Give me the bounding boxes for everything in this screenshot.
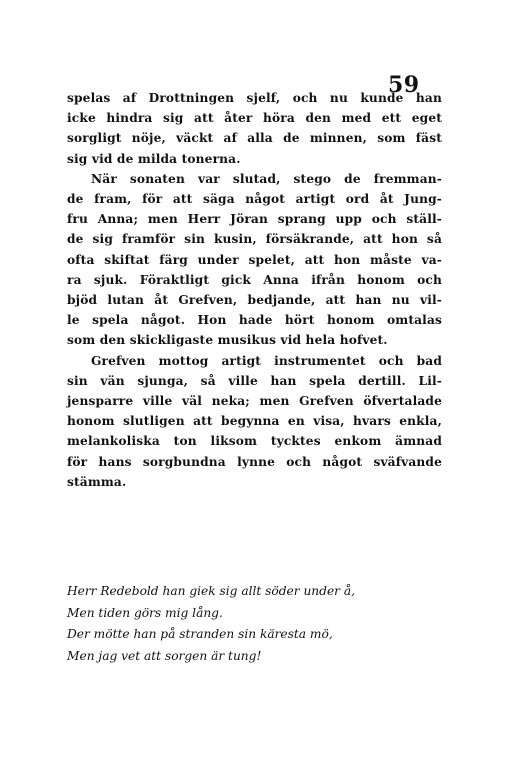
- text-line: le spela något. Hon hade hört honom omtalas: [67, 313, 442, 328]
- body-text: [67, 88, 442, 492]
- poem-line: Der mötte han på stranden sin käresta mö,: [67, 627, 333, 641]
- text-line: jensparre ville väl neka; men Grefven öfvertalade: [67, 394, 442, 409]
- text-line: stämma.: [67, 474, 127, 489]
- page-number: 59: [388, 72, 420, 98]
- poem-line: Men tiden görs mig lång.: [67, 605, 223, 620]
- paragraph-1: [67, 88, 442, 169]
- text-line: Grefven mottog artigt instrumentet och bad: [91, 353, 442, 368]
- text-line: som den skickligaste musikus vid hela hofvet.: [67, 333, 388, 348]
- text-line: icke hindra sig att åter höra den med ett eget: [67, 111, 442, 126]
- text-line: fru Anna; men Herr Jöran sprang upp och ställ-: [67, 212, 442, 227]
- text-line: ofta skiftat färg under spelet, att hon måste va-: [67, 252, 442, 267]
- text-line: spelas af Drottningen sjelf, och nu kunde han: [67, 91, 442, 105]
- text-line: bjöd lutan åt Grefven, bedjande, att han nu vil-: [67, 293, 442, 308]
- text-line: melankoliska ton liksom tycktes enkom ämnad: [67, 434, 442, 449]
- poem-verse: [67, 581, 437, 667]
- poem-line: Herr Redebold han giek sig allt söder under å,: [67, 584, 356, 598]
- text-line: honom slutligen att begynna en visa, hvars enkla,: [67, 414, 442, 429]
- text-line: sig vid de milda tonerna.: [67, 151, 241, 166]
- text-line: sin vän sjunga, så ville han spela dertill. Lil-: [67, 373, 442, 388]
- text-line: för hans sorgbundna lynne och något sväfvande: [67, 454, 442, 469]
- text-line: de sig framför sin kusin, försäkrande, att hon så: [67, 232, 442, 247]
- text-line: sorgligt nöje, väckt af alla de minnen, som fäst: [67, 131, 442, 146]
- paragraph-2: [67, 169, 442, 351]
- poem-line: Men jag vet att sorgen är tung!: [67, 648, 262, 663]
- text-line: de fram, för att säga något artigt ord åt Jung-: [67, 192, 442, 207]
- text-line: ra sjuk. Föraktligt gick Anna ifrån honom och: [67, 272, 442, 287]
- text-line: När sonaten var slutad, stego de fremman-: [91, 171, 442, 186]
- paragraph-3: [67, 351, 442, 492]
